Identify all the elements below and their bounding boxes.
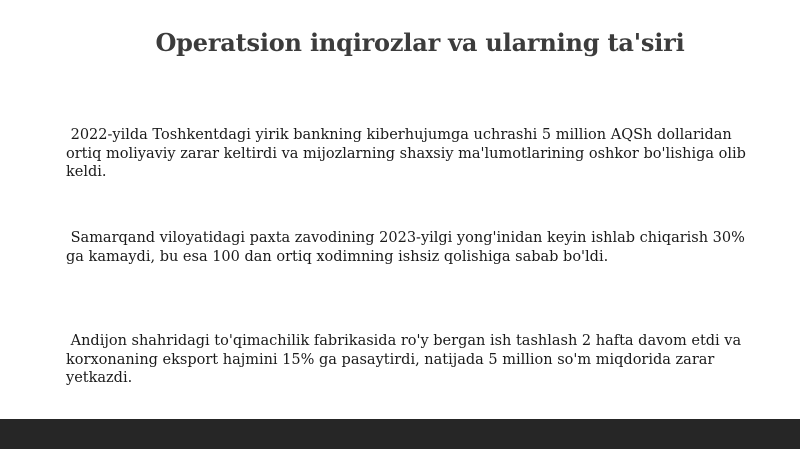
paragraph-bank-cyberattack: 2022-yilda Toshkentdagi yirik bankning kiberhujumga uchrashi 5 million AQSh dollaridan ortiq moliyaviy zarar keltirdi va mijozlarning shaxsiy ma'lumotlarining oshkor bo'lishiga olib keldi. bbox=[66, 127, 751, 180]
paragraph-cotton-factory-fire: Samarqand viloyatidagi paxta zavodining 2023-yilgi yong'inidan keyin ishlab chiqarish 30% ga kamaydi, bu esa 100 dan ortiq xodimning ishsiz qolishiga sabab bo'ldi. bbox=[66, 230, 750, 265]
paragraph-textile-strike: Andijon shahridagi to'qimachilik fabrikasida ro'y bergan ish tashlash 2 hafta davom etdi va korxonaning eksport hajmini 15% ga pasaytirdi, natijada 5 million so'm miqdorida zarar yetkazdi. bbox=[66, 333, 746, 386]
slide-title: Operatsion inqirozlar va ularning ta'siri bbox=[155, 28, 685, 57]
footer-bar bbox=[0, 419, 800, 449]
